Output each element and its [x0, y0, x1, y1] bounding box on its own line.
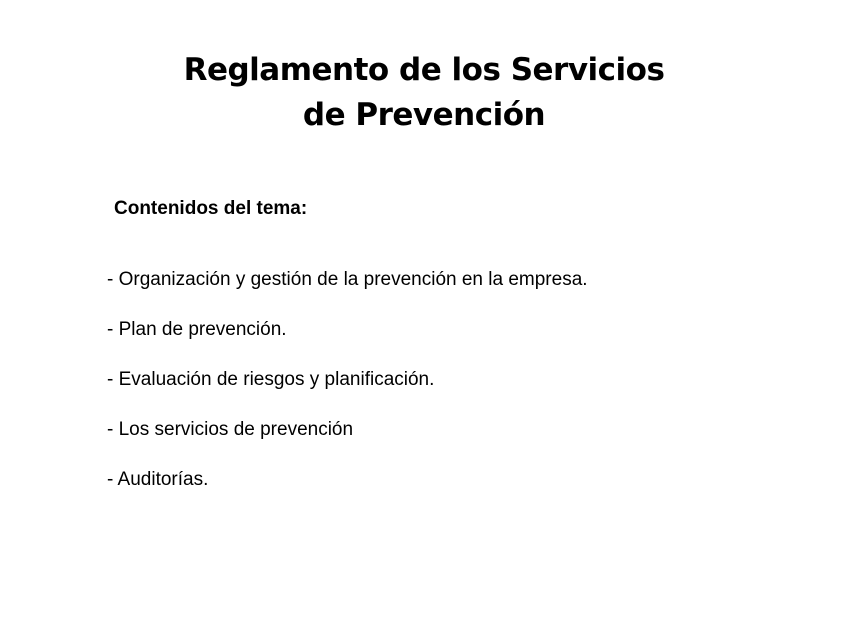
topic-item: - Organización y gestión de la prevención en la empresa.	[107, 269, 588, 290]
slide-title	[0, 48, 848, 138]
topic-item: - Plan de prevención.	[107, 319, 287, 340]
topic-list	[107, 268, 588, 492]
section-heading: Contenidos del tema:	[114, 198, 308, 219]
slide-title-line-2: de Prevención	[302, 97, 546, 133]
topic-item: - Evaluación de riesgos y planificación.	[107, 369, 435, 390]
topic-item: - Auditorías.	[107, 469, 209, 490]
topic-item: - Los servicios de prevención	[107, 419, 354, 440]
slide-title-line-1: Reglamento de los Servicios	[183, 52, 665, 88]
